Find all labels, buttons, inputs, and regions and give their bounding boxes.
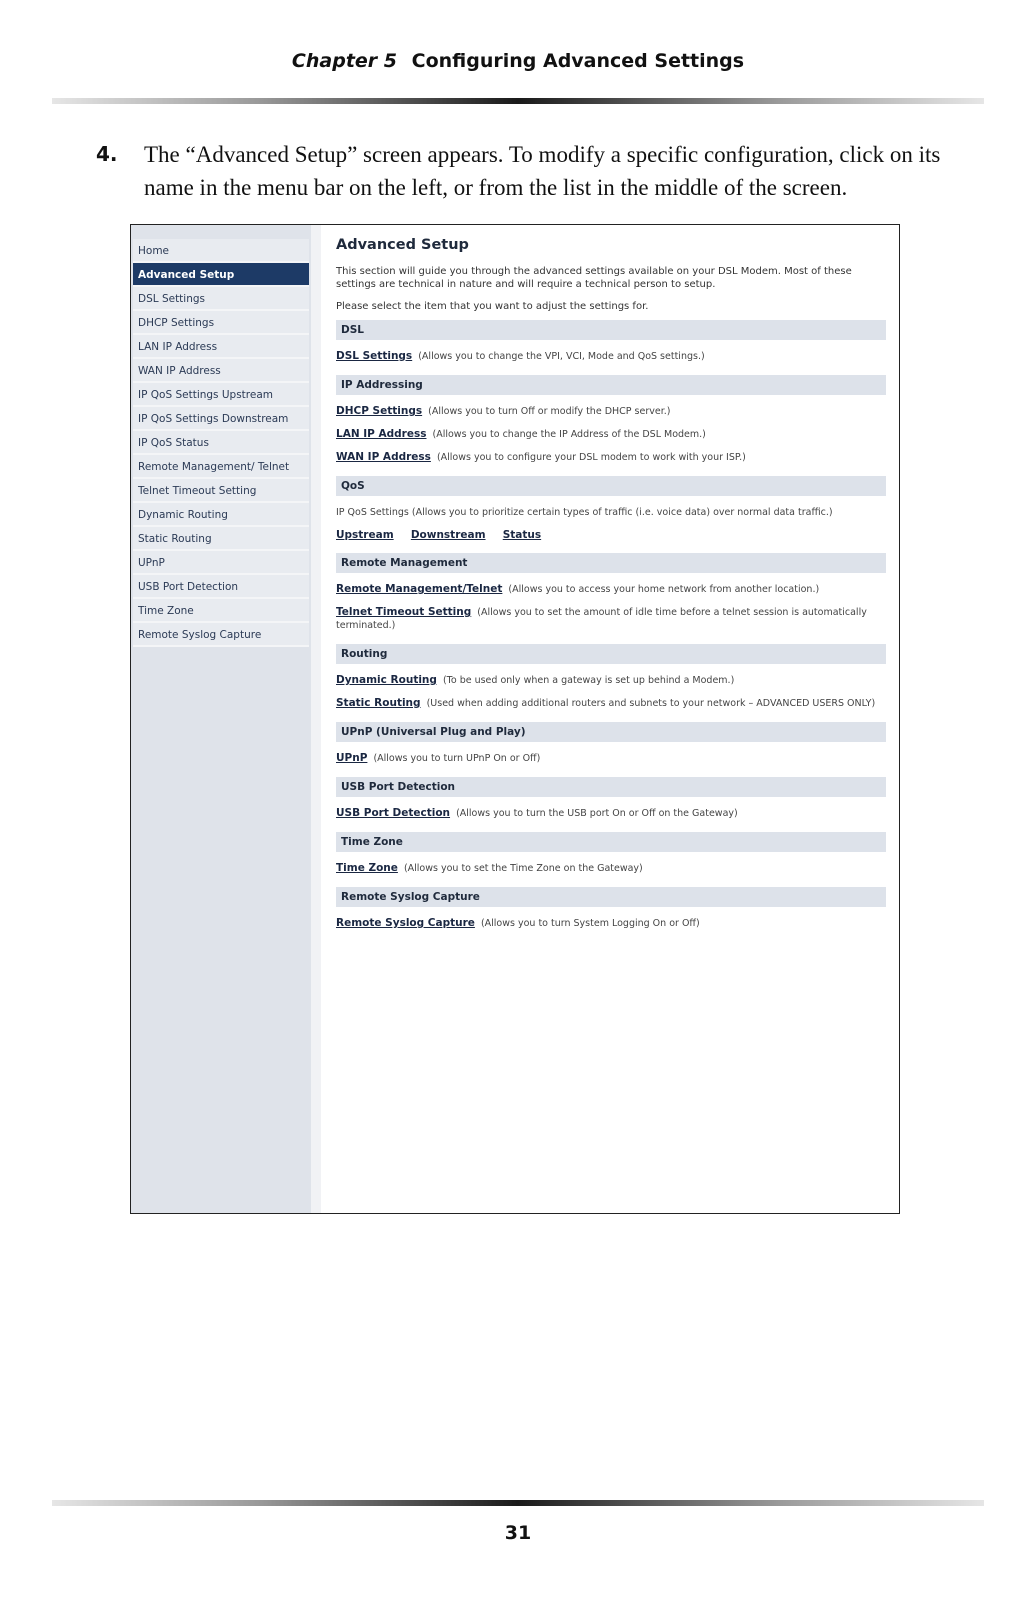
link-upnp[interactable]: UPnP xyxy=(336,752,368,764)
link-usb-port-detection[interactable]: USB Port Detection xyxy=(336,807,451,819)
desc-static-routing: (Used when adding additional routers and subnets to your network – ADVANCED USERS ONLY) xyxy=(426,698,876,709)
sidebar-divider xyxy=(311,225,321,1213)
sidebar-item-advanced-setup[interactable]: Advanced Setup xyxy=(133,263,309,287)
section-heading-upnp: UPnP (Universal Plug and Play) xyxy=(336,722,886,742)
link-lan-ip-address[interactable]: LAN IP Address xyxy=(336,428,427,440)
sidebar-item-dhcp-settings[interactable]: DHCP Settings xyxy=(133,311,309,335)
section-heading-dsl: DSL xyxy=(336,320,886,340)
entry-dynamic-routing xyxy=(336,674,886,687)
desc-upnp: (Allows you to turn UPnP On or Off) xyxy=(373,753,541,764)
entry-dhcp-settings xyxy=(336,405,886,418)
desc-wan-ip-address: (Allows you to configure your DSL modem to work with your ISP.) xyxy=(436,452,746,463)
step-paragraph xyxy=(96,138,956,204)
link-dhcp-settings[interactable]: DHCP Settings xyxy=(336,405,423,417)
qos-links xyxy=(336,529,886,541)
desc-dynamic-routing: (To be used only when a gateway is set up behind a Modem.) xyxy=(442,675,735,686)
section-heading-routing: Routing xyxy=(336,644,886,664)
section-heading-remote-syslog: Remote Syslog Capture xyxy=(336,887,886,907)
link-remote-management[interactable]: Remote Management/Telnet xyxy=(336,583,503,595)
section-heading-remote-management: Remote Management xyxy=(336,553,886,573)
prompt-text: Please select the item that you want to adjust the settings for. xyxy=(336,301,649,312)
desc-time-zone: (Allows you to set the Time Zone on the Gateway) xyxy=(403,863,643,874)
entry-upnp xyxy=(336,752,886,765)
link-remote-syslog[interactable]: Remote Syslog Capture xyxy=(336,917,475,929)
sidebar-item-lan-ip-address[interactable]: LAN IP Address xyxy=(133,335,309,359)
qos-description: IP QoS Settings (Allows you to prioritize certain types of traffic (i.e. voice data) over normal data traffic.) xyxy=(336,507,833,518)
entry-time-zone xyxy=(336,862,886,875)
sidebar-item-home[interactable]: Home xyxy=(133,239,309,263)
sidebar-item-qos-upstream[interactable]: IP QoS Settings Upstream xyxy=(133,383,309,407)
desc-lan-ip-address: (Allows you to change the IP Address of the DSL Modem.) xyxy=(432,429,706,440)
page-number: 31 xyxy=(504,1522,532,1544)
step-number: 4. xyxy=(96,142,118,166)
section-heading-ip-addressing: IP Addressing xyxy=(336,375,886,395)
sidebar-item-dynamic-routing[interactable]: Dynamic Routing xyxy=(133,503,309,527)
chapter-label: Chapter 5 xyxy=(291,50,397,72)
entry-remote-syslog xyxy=(336,917,886,930)
step-text: The “Advanced Setup” screen appears. To modify a specific configuration, click on its name in the menu bar on the left, or from the list in the middle of the screen. xyxy=(144,142,941,200)
entry-static-routing xyxy=(336,697,886,710)
sidebar-item-wan-ip-address[interactable]: WAN IP Address xyxy=(133,359,309,383)
header-rule xyxy=(52,98,984,104)
sidebar-item-remote-management[interactable]: Remote Management/ Telnet xyxy=(133,455,309,479)
link-qos-downstream[interactable]: Downstream xyxy=(410,529,486,541)
sidebar-item-remote-syslog[interactable]: Remote Syslog Capture xyxy=(133,623,309,647)
link-qos-upstream[interactable]: Upstream xyxy=(336,529,394,541)
page-title: Advanced Setup xyxy=(336,237,469,253)
desc-telnet-timeout: (Allows you to set the amount of idle time before a telnet session is automatically terminated.) xyxy=(336,607,867,631)
desc-remote-management: (Allows you to access your home network from another location.) xyxy=(508,584,820,595)
intro-text: This section will guide you through the advanced settings available on your DSL Modem. Most of these settings are technical in nature and will require a technical person to setup. xyxy=(336,266,852,290)
link-telnet-timeout[interactable]: Telnet Timeout Setting xyxy=(336,606,472,618)
section-heading-qos: QoS xyxy=(336,476,886,496)
section-heading-time-zone: Time Zone xyxy=(336,832,886,852)
sidebar-item-qos-status[interactable]: IP QoS Status xyxy=(133,431,309,455)
link-wan-ip-address[interactable]: WAN IP Address xyxy=(336,451,431,463)
entry-dsl-settings xyxy=(336,350,886,363)
link-dsl-settings[interactable]: DSL Settings xyxy=(336,350,413,362)
section-heading-usb-port-detection: USB Port Detection xyxy=(336,777,886,797)
entry-remote-management xyxy=(336,583,886,596)
sidebar-menu xyxy=(131,225,311,1214)
link-time-zone[interactable]: Time Zone xyxy=(336,862,398,874)
sidebar-item-telnet-timeout[interactable]: Telnet Timeout Setting xyxy=(133,479,309,503)
sidebar-item-upnp[interactable]: UPnP xyxy=(133,551,309,575)
entry-wan-ip-address xyxy=(336,451,886,464)
desc-usb-port-detection: (Allows you to turn the USB port On or Off on the Gateway) xyxy=(456,808,738,819)
desc-dsl-settings: (Allows you to change the VPI, VCI, Mode and QoS settings.) xyxy=(418,351,705,362)
sidebar-item-dsl-settings[interactable]: DSL Settings xyxy=(133,287,309,311)
sidebar-item-qos-downstream[interactable]: IP QoS Settings Downstream xyxy=(133,407,309,431)
entry-telnet-timeout xyxy=(336,606,886,632)
footer-rule xyxy=(52,1500,984,1506)
advanced-setup-screenshot xyxy=(130,224,900,1214)
entry-usb-port-detection xyxy=(336,807,886,820)
link-static-routing[interactable]: Static Routing xyxy=(336,697,421,709)
chapter-header xyxy=(0,50,1036,72)
main-content xyxy=(336,237,886,940)
sidebar-item-time-zone[interactable]: Time Zone xyxy=(133,599,309,623)
link-qos-status[interactable]: Status xyxy=(502,529,542,541)
sidebar-item-static-routing[interactable]: Static Routing xyxy=(133,527,309,551)
sidebar-item-usb-port-detection[interactable]: USB Port Detection xyxy=(133,575,309,599)
chapter-title: Configuring Advanced Settings xyxy=(411,50,745,72)
link-dynamic-routing[interactable]: Dynamic Routing xyxy=(336,674,437,686)
entry-lan-ip-address xyxy=(336,428,886,441)
desc-remote-syslog: (Allows you to turn System Logging On or Off) xyxy=(480,918,700,929)
desc-dhcp-settings: (Allows you to turn Off or modify the DHCP server.) xyxy=(428,406,671,417)
